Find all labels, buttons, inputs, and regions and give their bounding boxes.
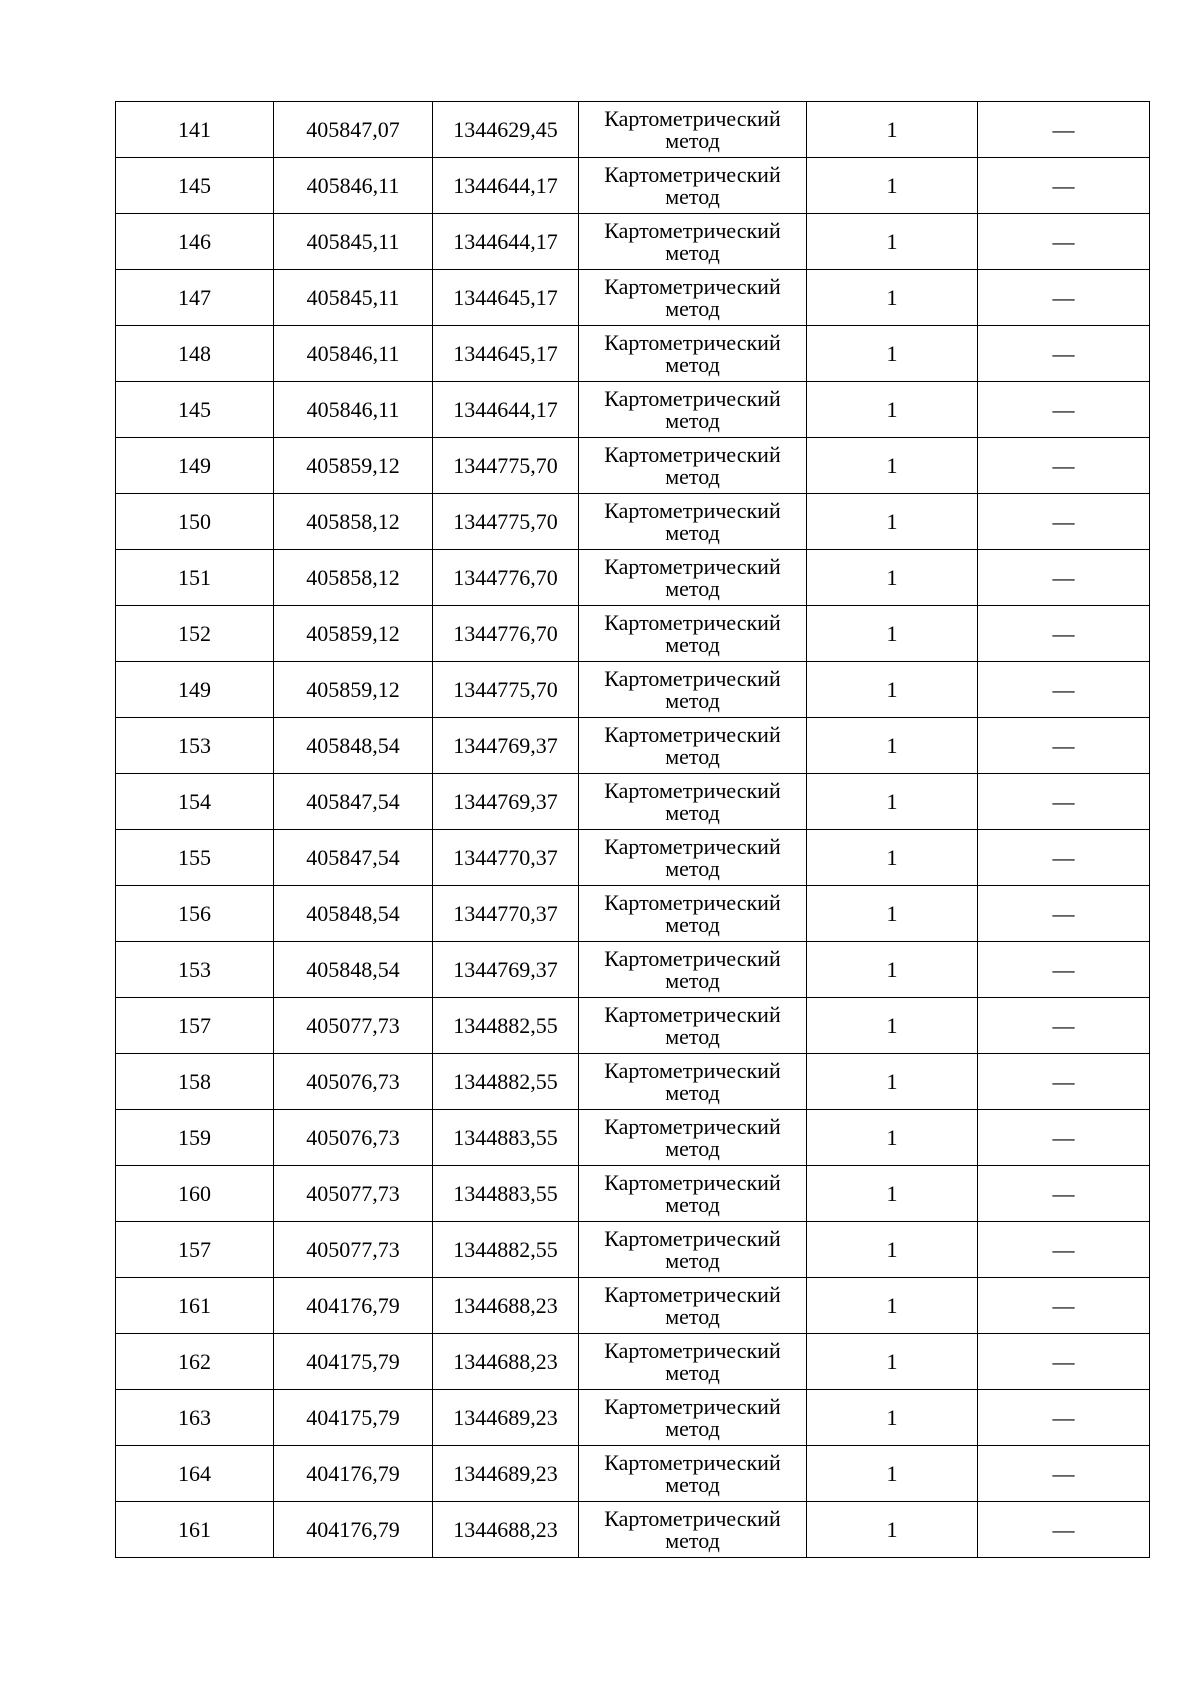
method-label-line1: Картометрический: [604, 777, 781, 803]
table-row: [116, 774, 1150, 830]
y-coordinate-cell: 1344882,55: [433, 1222, 579, 1278]
accuracy-cell: 1: [807, 830, 978, 886]
method-label-line1: Картометрический: [604, 833, 781, 859]
point-number-cell: 152: [116, 606, 274, 662]
x-coordinate-cell: 405846,11: [274, 158, 433, 214]
x-coordinate-cell: 404176,79: [274, 1446, 433, 1502]
method-cell: [579, 550, 807, 606]
method-label-line1: Картометрический: [604, 1169, 781, 1195]
x-coordinate-cell: 405077,73: [274, 1222, 433, 1278]
note-cell: —: [978, 214, 1150, 270]
method-label-line1: Картометрический: [604, 553, 781, 579]
method-label-line2: метод: [665, 183, 720, 209]
method-label-line2: метод: [665, 1471, 720, 1497]
table-row: [116, 158, 1150, 214]
accuracy-cell: 1: [807, 270, 978, 326]
y-coordinate-cell: 1344688,23: [433, 1502, 579, 1558]
method-label-line2: метод: [665, 575, 720, 601]
table-row: [116, 1334, 1150, 1390]
x-coordinate-cell: 405846,11: [274, 326, 433, 382]
point-number-cell: 150: [116, 494, 274, 550]
table-row: [116, 1110, 1150, 1166]
method-cell: [579, 1502, 807, 1558]
x-coordinate-cell: 405845,11: [274, 270, 433, 326]
method-cell: [579, 998, 807, 1054]
y-coordinate-cell: 1344883,55: [433, 1166, 579, 1222]
note-cell: —: [978, 942, 1150, 998]
method-cell: [579, 1334, 807, 1390]
table-row: [116, 214, 1150, 270]
note-cell: —: [978, 494, 1150, 550]
y-coordinate-cell: 1344882,55: [433, 998, 579, 1054]
point-number-cell: 148: [116, 326, 274, 382]
accuracy-cell: 1: [807, 1110, 978, 1166]
method-cell: [579, 382, 807, 438]
method-label-line1: Картометрический: [604, 1225, 781, 1251]
table-row: [116, 1446, 1150, 1502]
method-cell: [579, 1110, 807, 1166]
x-coordinate-cell: 405847,54: [274, 774, 433, 830]
method-cell: [579, 1166, 807, 1222]
accuracy-cell: 1: [807, 942, 978, 998]
point-number-cell: 164: [116, 1446, 274, 1502]
method-label-line1: Картометрический: [604, 1113, 781, 1139]
accuracy-cell: 1: [807, 1166, 978, 1222]
method-label-line1: Картометрический: [604, 665, 781, 691]
method-cell: [579, 214, 807, 270]
x-coordinate-cell: 405846,11: [274, 382, 433, 438]
accuracy-cell: 1: [807, 1390, 978, 1446]
method-cell: [579, 606, 807, 662]
x-coordinate-cell: 405858,12: [274, 550, 433, 606]
note-cell: —: [978, 326, 1150, 382]
point-number-cell: 156: [116, 886, 274, 942]
x-coordinate-cell: 405845,11: [274, 214, 433, 270]
accuracy-cell: 1: [807, 718, 978, 774]
x-coordinate-cell: 405077,73: [274, 998, 433, 1054]
method-label-line2: метод: [665, 239, 720, 265]
method-label-line2: метод: [665, 743, 720, 769]
method-cell: [579, 326, 807, 382]
accuracy-cell: 1: [807, 606, 978, 662]
method-label-line1: Картометрический: [604, 945, 781, 971]
method-label-line1: Картометрический: [604, 385, 781, 411]
method-cell: [579, 1390, 807, 1446]
table-row: [116, 998, 1150, 1054]
method-cell: [579, 1278, 807, 1334]
method-cell: [579, 1222, 807, 1278]
note-cell: —: [978, 1502, 1150, 1558]
method-label-line2: метод: [665, 1135, 720, 1161]
point-number-cell: 149: [116, 662, 274, 718]
accuracy-cell: 1: [807, 382, 978, 438]
method-label-line1: Картометрический: [604, 441, 781, 467]
point-number-cell: 161: [116, 1278, 274, 1334]
table-row: [116, 494, 1150, 550]
table-row: [116, 1054, 1150, 1110]
accuracy-cell: 1: [807, 662, 978, 718]
point-number-cell: 159: [116, 1110, 274, 1166]
table-row: [116, 326, 1150, 382]
method-cell: [579, 830, 807, 886]
x-coordinate-cell: 405859,12: [274, 606, 433, 662]
y-coordinate-cell: 1344689,23: [433, 1446, 579, 1502]
accuracy-cell: 1: [807, 214, 978, 270]
table-row: [116, 718, 1150, 774]
x-coordinate-cell: 404176,79: [274, 1502, 433, 1558]
note-cell: —: [978, 886, 1150, 942]
method-cell: [579, 1446, 807, 1502]
method-label-line1: Картометрический: [604, 1393, 781, 1419]
point-number-cell: 154: [116, 774, 274, 830]
x-coordinate-cell: 404176,79: [274, 1278, 433, 1334]
point-number-cell: 161: [116, 1502, 274, 1558]
method-label-line2: метод: [665, 631, 720, 657]
table-row: [116, 942, 1150, 998]
method-label-line2: метод: [665, 1359, 720, 1385]
note-cell: —: [978, 382, 1150, 438]
accuracy-cell: 1: [807, 1502, 978, 1558]
accuracy-cell: 1: [807, 774, 978, 830]
y-coordinate-cell: 1344688,23: [433, 1334, 579, 1390]
y-coordinate-cell: 1344775,70: [433, 494, 579, 550]
x-coordinate-cell: 405848,54: [274, 942, 433, 998]
method-cell: [579, 774, 807, 830]
method-label-line1: Картометрический: [604, 1505, 781, 1531]
y-coordinate-cell: 1344769,37: [433, 774, 579, 830]
method-label-line2: метод: [665, 799, 720, 825]
note-cell: —: [978, 1054, 1150, 1110]
y-coordinate-cell: 1344769,37: [433, 942, 579, 998]
y-coordinate-cell: 1344644,17: [433, 158, 579, 214]
y-coordinate-cell: 1344770,37: [433, 830, 579, 886]
note-cell: —: [978, 998, 1150, 1054]
point-number-cell: 141: [116, 102, 274, 158]
x-coordinate-cell: 405077,73: [274, 1166, 433, 1222]
method-label-line2: метод: [665, 407, 720, 433]
table-row: [116, 1222, 1150, 1278]
note-cell: —: [978, 662, 1150, 718]
y-coordinate-cell: 1344775,70: [433, 662, 579, 718]
y-coordinate-cell: 1344776,70: [433, 550, 579, 606]
accuracy-cell: 1: [807, 886, 978, 942]
y-coordinate-cell: 1344775,70: [433, 438, 579, 494]
table-row: [116, 606, 1150, 662]
y-coordinate-cell: 1344769,37: [433, 718, 579, 774]
accuracy-cell: 1: [807, 1054, 978, 1110]
point-number-cell: 162: [116, 1334, 274, 1390]
accuracy-cell: 1: [807, 438, 978, 494]
method-label-line2: метод: [665, 1023, 720, 1049]
method-label-line2: метод: [665, 1415, 720, 1441]
point-number-cell: 151: [116, 550, 274, 606]
point-number-cell: 157: [116, 998, 274, 1054]
point-number-cell: 157: [116, 1222, 274, 1278]
method-label-line1: Картометрический: [604, 1449, 781, 1475]
note-cell: —: [978, 606, 1150, 662]
x-coordinate-cell: 405848,54: [274, 886, 433, 942]
y-coordinate-cell: 1344688,23: [433, 1278, 579, 1334]
method-label-line2: метод: [665, 1303, 720, 1329]
method-cell: [579, 270, 807, 326]
method-label-line2: метод: [665, 855, 720, 881]
method-label-line2: метод: [665, 687, 720, 713]
method-cell: [579, 886, 807, 942]
accuracy-cell: 1: [807, 1278, 978, 1334]
y-coordinate-cell: 1344644,17: [433, 382, 579, 438]
y-coordinate-cell: 1344776,70: [433, 606, 579, 662]
x-coordinate-cell: 405847,54: [274, 830, 433, 886]
table-row: [116, 102, 1150, 158]
accuracy-cell: 1: [807, 102, 978, 158]
method-label-line1: Картометрический: [604, 161, 781, 187]
table-row: [116, 886, 1150, 942]
method-label-line1: Картометрический: [604, 1001, 781, 1027]
table-row: [116, 382, 1150, 438]
method-label-line2: метод: [665, 127, 720, 153]
point-number-cell: 153: [116, 718, 274, 774]
y-coordinate-cell: 1344629,45: [433, 102, 579, 158]
point-number-cell: 145: [116, 382, 274, 438]
method-label-line2: метод: [665, 967, 720, 993]
note-cell: —: [978, 1390, 1150, 1446]
point-number-cell: 146: [116, 214, 274, 270]
point-number-cell: 145: [116, 158, 274, 214]
accuracy-cell: 1: [807, 494, 978, 550]
accuracy-cell: 1: [807, 1446, 978, 1502]
accuracy-cell: 1: [807, 326, 978, 382]
method-label-line1: Картометрический: [604, 1057, 781, 1083]
x-coordinate-cell: 405076,73: [274, 1110, 433, 1166]
note-cell: —: [978, 438, 1150, 494]
method-label-line1: Картометрический: [604, 1337, 781, 1363]
note-cell: —: [978, 158, 1150, 214]
note-cell: —: [978, 774, 1150, 830]
table-row: [116, 830, 1150, 886]
note-cell: —: [978, 102, 1150, 158]
method-cell: [579, 718, 807, 774]
point-number-cell: 149: [116, 438, 274, 494]
method-label-line1: Картометрический: [604, 273, 781, 299]
x-coordinate-cell: 405076,73: [274, 1054, 433, 1110]
method-cell: [579, 158, 807, 214]
note-cell: —: [978, 1334, 1150, 1390]
table-row: [116, 1390, 1150, 1446]
y-coordinate-cell: 1344689,23: [433, 1390, 579, 1446]
note-cell: —: [978, 550, 1150, 606]
method-cell: [579, 494, 807, 550]
note-cell: —: [978, 1278, 1150, 1334]
method-label-line2: метод: [665, 1191, 720, 1217]
note-cell: —: [978, 1222, 1150, 1278]
accuracy-cell: 1: [807, 1222, 978, 1278]
coordinates-table-body: [116, 102, 1150, 1558]
note-cell: —: [978, 1446, 1150, 1502]
x-coordinate-cell: 405848,54: [274, 718, 433, 774]
y-coordinate-cell: 1344883,55: [433, 1110, 579, 1166]
point-number-cell: 158: [116, 1054, 274, 1110]
table-row: [116, 662, 1150, 718]
note-cell: —: [978, 270, 1150, 326]
method-cell: [579, 662, 807, 718]
x-coordinate-cell: 404175,79: [274, 1390, 433, 1446]
method-label-line2: метод: [665, 911, 720, 937]
method-label-line1: Картометрический: [604, 721, 781, 747]
point-number-cell: 147: [116, 270, 274, 326]
x-coordinate-cell: 405858,12: [274, 494, 433, 550]
method-label-line2: метод: [665, 1247, 720, 1273]
y-coordinate-cell: 1344770,37: [433, 886, 579, 942]
method-label-line1: Картометрический: [604, 609, 781, 635]
x-coordinate-cell: 405847,07: [274, 102, 433, 158]
y-coordinate-cell: 1344645,17: [433, 326, 579, 382]
method-label-line1: Картометрический: [604, 497, 781, 523]
method-label-line2: метод: [665, 1079, 720, 1105]
method-label-line1: Картометрический: [604, 217, 781, 243]
note-cell: —: [978, 830, 1150, 886]
point-number-cell: 153: [116, 942, 274, 998]
note-cell: —: [978, 1166, 1150, 1222]
method-label-line2: метод: [665, 295, 720, 321]
table-row: [116, 438, 1150, 494]
table-row: [116, 550, 1150, 606]
method-label-line2: метод: [665, 519, 720, 545]
accuracy-cell: 1: [807, 1334, 978, 1390]
table-row: [116, 1166, 1150, 1222]
method-cell: [579, 1054, 807, 1110]
note-cell: —: [978, 1110, 1150, 1166]
table-row: [116, 1278, 1150, 1334]
method-label-line1: Картометрический: [604, 105, 781, 131]
point-number-cell: 155: [116, 830, 274, 886]
method-label-line1: Картометрический: [604, 1281, 781, 1307]
accuracy-cell: 1: [807, 158, 978, 214]
point-number-cell: 163: [116, 1390, 274, 1446]
method-cell: [579, 102, 807, 158]
accuracy-cell: 1: [807, 998, 978, 1054]
note-cell: —: [978, 718, 1150, 774]
y-coordinate-cell: 1344644,17: [433, 214, 579, 270]
point-number-cell: 160: [116, 1166, 274, 1222]
x-coordinate-cell: 405859,12: [274, 438, 433, 494]
x-coordinate-cell: 405859,12: [274, 662, 433, 718]
method-cell: [579, 942, 807, 998]
method-label-line2: метод: [665, 463, 720, 489]
accuracy-cell: 1: [807, 550, 978, 606]
method-label-line1: Картометрический: [604, 329, 781, 355]
method-cell: [579, 438, 807, 494]
table-row: [116, 1502, 1150, 1558]
y-coordinate-cell: 1344882,55: [433, 1054, 579, 1110]
method-label-line1: Картометрический: [604, 889, 781, 915]
table-row: [116, 270, 1150, 326]
y-coordinate-cell: 1344645,17: [433, 270, 579, 326]
x-coordinate-cell: 404175,79: [274, 1334, 433, 1390]
method-label-line2: метод: [665, 1527, 720, 1553]
method-label-line2: метод: [665, 351, 720, 377]
coordinates-table: [115, 101, 1150, 1558]
